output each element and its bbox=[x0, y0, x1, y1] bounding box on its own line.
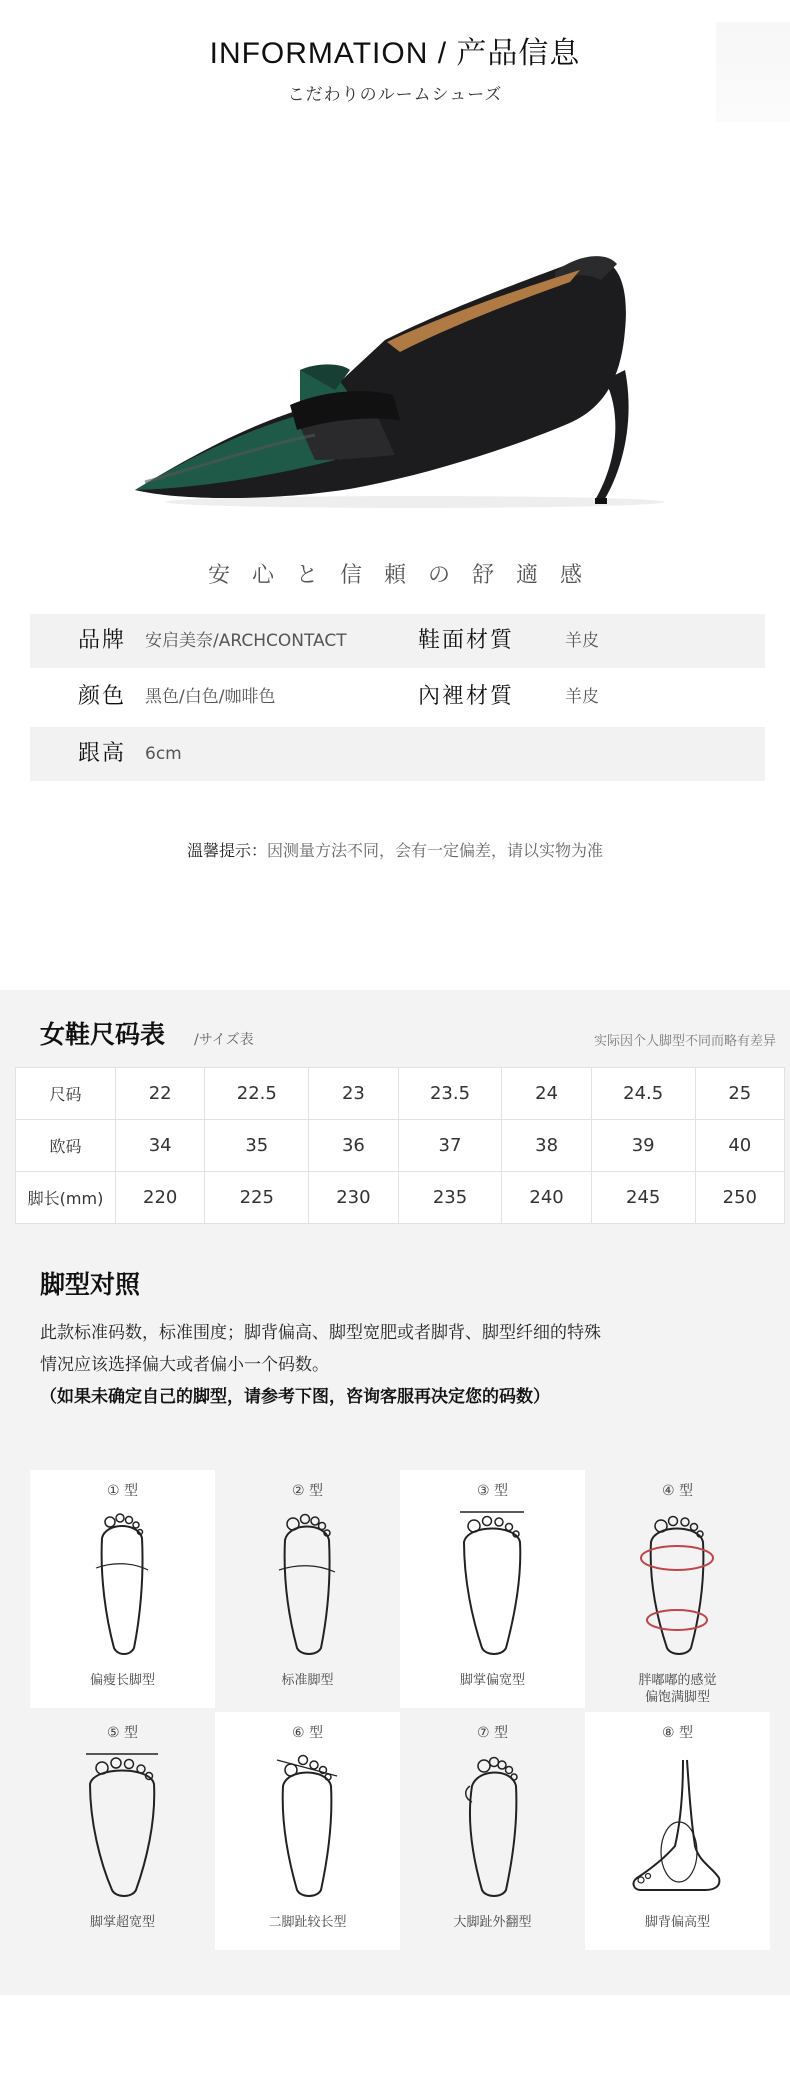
foot-type-number: ① 型 bbox=[106, 1483, 138, 1499]
table-cell: 39 bbox=[591, 1120, 695, 1172]
heel-height-label: 跟高 bbox=[78, 741, 127, 766]
lining-material-value: 羊皮 bbox=[565, 687, 599, 707]
long-second-toe-icon bbox=[257, 1750, 357, 1900]
foot-type-label: 脚掌偏宽型 bbox=[459, 1673, 525, 1688]
table-cell: 220 bbox=[116, 1172, 205, 1224]
brand-label: 品牌 bbox=[78, 628, 127, 653]
color-value: 黑色/白色/咖啡色 bbox=[145, 687, 276, 707]
product-tagline: 安心と信頼の舒適感 bbox=[207, 563, 604, 588]
foot-type-number: ⑦ 型 bbox=[476, 1725, 508, 1741]
notice-prefix: 溫馨提示： bbox=[186, 841, 267, 860]
row-header: 欧码 bbox=[16, 1120, 116, 1172]
foot-type-card-2 bbox=[215, 1470, 400, 1708]
table-cell: 36 bbox=[309, 1120, 398, 1172]
size-chart-note: 实际因个人脚型不同而略有差异 bbox=[593, 1034, 776, 1049]
foot-type-number: ⑥ 型 bbox=[291, 1725, 323, 1741]
standard-foot-icon bbox=[257, 1508, 357, 1658]
foot-type-number: ⑧ 型 bbox=[661, 1725, 693, 1741]
foot-type-card-3 bbox=[400, 1470, 585, 1708]
table-row bbox=[16, 1172, 785, 1224]
foot-type-label: 脚掌超宽型 bbox=[89, 1915, 155, 1930]
foot-type-card-6 bbox=[215, 1712, 400, 1950]
upper-material-value: 羊皮 bbox=[565, 631, 599, 651]
foot-type-title: 脚型对照 bbox=[40, 1270, 141, 1299]
foot-type-number: ④ 型 bbox=[661, 1483, 693, 1499]
foot-type-label: 大脚趾外翻型 bbox=[453, 1915, 532, 1930]
foot-type-card-1 bbox=[30, 1470, 215, 1708]
foot-type-label: 偏瘦长脚型 bbox=[89, 1673, 155, 1688]
foot-type-card-5 bbox=[30, 1712, 215, 1950]
table-cell: 38 bbox=[502, 1120, 591, 1172]
row-header: 脚长(mm) bbox=[16, 1172, 116, 1224]
row-header: 尺码 bbox=[16, 1068, 116, 1120]
table-cell: 23.5 bbox=[398, 1068, 502, 1120]
foot-type-desc-line3: （如果未确定自己的脚型，请参考下图，咨询客服再决定您的码数） bbox=[40, 1387, 550, 1407]
foot-type-card-7 bbox=[400, 1712, 585, 1950]
table-row bbox=[16, 1120, 785, 1172]
foot-type-label: 二脚趾较长型 bbox=[268, 1915, 347, 1930]
bunion-foot-icon bbox=[442, 1750, 542, 1900]
foot-type-desc-line1: 此款标准码数，标准围度；脚背偏高、脚型宽肥或者脚背、脚型纤细的特殊 bbox=[40, 1323, 601, 1343]
table-cell: 245 bbox=[591, 1172, 695, 1224]
foot-type-label: 胖嘟嘟的感觉 偏饱满脚型 bbox=[638, 1673, 717, 1705]
foot-type-number: ③ 型 bbox=[476, 1483, 508, 1499]
table-cell: 35 bbox=[205, 1120, 309, 1172]
foot-type-card-4 bbox=[585, 1470, 770, 1708]
page-title: INFORMATION / 产品信息 bbox=[209, 37, 581, 70]
shoe-product-image bbox=[125, 220, 695, 520]
lining-material-label: 內裡材質 bbox=[418, 684, 515, 709]
wide-forefoot-icon bbox=[442, 1508, 542, 1658]
foot-type-label: 标准脚型 bbox=[281, 1673, 334, 1688]
info-row-color bbox=[30, 670, 765, 724]
size-table bbox=[15, 1067, 785, 1224]
table-cell: 34 bbox=[116, 1120, 205, 1172]
table-cell: 37 bbox=[398, 1120, 502, 1172]
page-subtitle: こだわりのルームシューズ bbox=[287, 85, 503, 105]
table-cell: 225 bbox=[205, 1172, 309, 1224]
color-label: 颜色 bbox=[78, 684, 127, 709]
foot-type-desc-line2: 情况应该选择偏大或者偏小一个码数。 bbox=[40, 1355, 329, 1375]
table-cell: 24 bbox=[502, 1068, 591, 1120]
table-cell: 23 bbox=[309, 1068, 398, 1120]
foot-type-number: ⑤ 型 bbox=[106, 1725, 138, 1741]
table-cell: 22.5 bbox=[205, 1068, 309, 1120]
notice-text: 因测量方法不同，会有一定偏差，请以实物为准 bbox=[267, 841, 604, 860]
table-cell: 40 bbox=[695, 1120, 784, 1172]
table-cell: 22 bbox=[116, 1068, 205, 1120]
table-cell: 250 bbox=[695, 1172, 784, 1224]
foot-type-card-8 bbox=[585, 1712, 770, 1950]
table-cell: 24.5 bbox=[591, 1068, 695, 1120]
foot-type-label: 脚背偏高型 bbox=[644, 1915, 710, 1930]
table-row bbox=[16, 1068, 785, 1120]
table-cell: 235 bbox=[398, 1172, 502, 1224]
table-cell: 230 bbox=[309, 1172, 398, 1224]
table-cell: 240 bbox=[502, 1172, 591, 1224]
chubby-foot-icon bbox=[627, 1508, 727, 1658]
extra-wide-foot-icon bbox=[72, 1750, 172, 1900]
table-cell: 25 bbox=[695, 1068, 784, 1120]
slim-foot-icon bbox=[72, 1508, 172, 1658]
heel-height-value: 6cm bbox=[145, 744, 182, 764]
foot-type-number: ② 型 bbox=[291, 1483, 323, 1499]
info-row-brand bbox=[30, 614, 765, 668]
brand-value: 安启美奈/ARCHCONTACT bbox=[145, 631, 347, 651]
high-instep-foot-icon bbox=[627, 1750, 727, 1900]
size-chart-title: 女鞋尺码表 bbox=[40, 1020, 166, 1049]
measurement-notice bbox=[0, 838, 790, 861]
upper-material-label: 鞋面材質 bbox=[418, 628, 515, 653]
info-row-heel bbox=[30, 727, 765, 781]
size-chart-subtitle: /サイズ表 bbox=[194, 1032, 254, 1048]
